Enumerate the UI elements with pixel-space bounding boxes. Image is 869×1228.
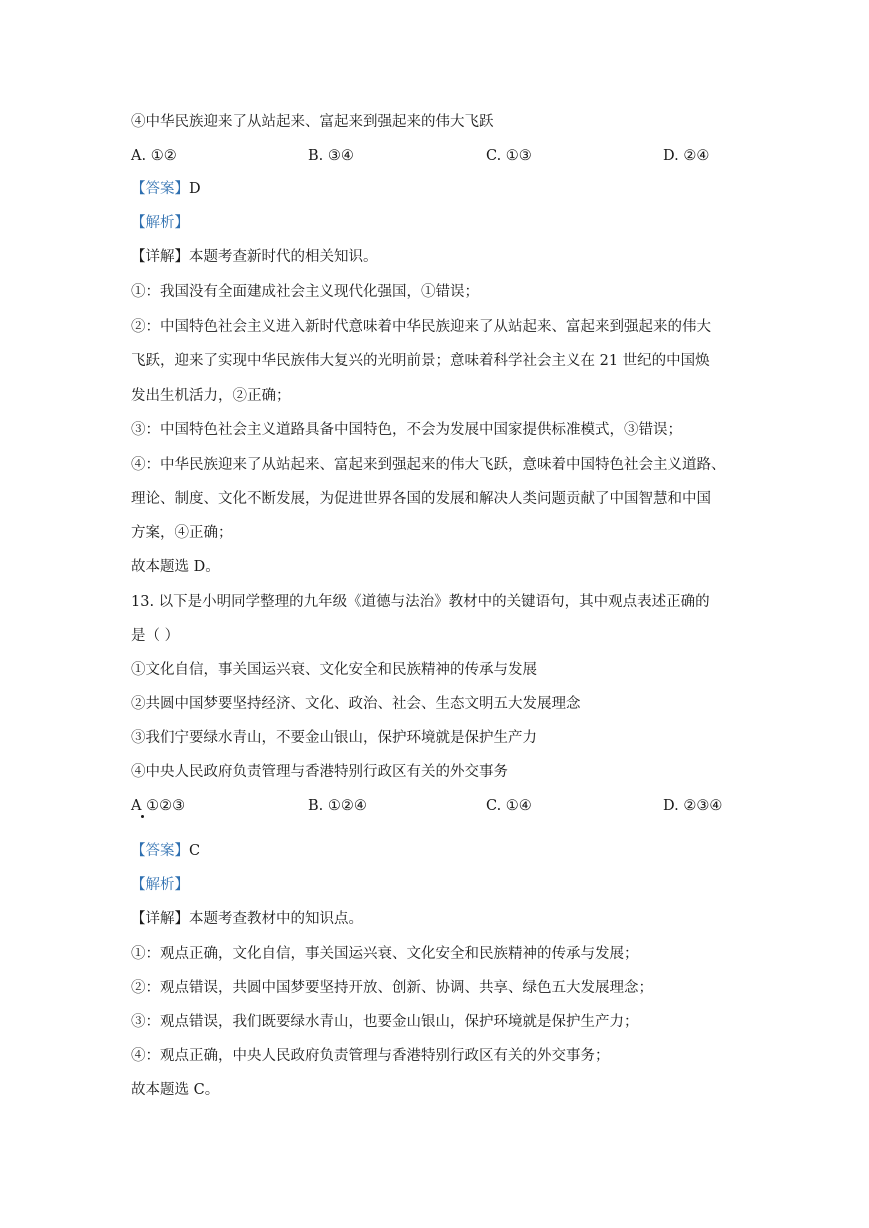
q12-explanation-line: ②：中国特色社会主义进入新时代意味着中华民族迎来了从站起来、富起来到强起来的伟大 <box>131 319 711 335</box>
q12-answer-tag: 【答案】 <box>131 181 189 197</box>
q12-answer-value: D <box>189 181 201 197</box>
q12-analysis-tag: 【解析】 <box>131 215 189 231</box>
q12-explanation-line: 发出生机活力，②正确； <box>131 388 291 404</box>
q13-analysis-tag: 【解析】 <box>131 877 189 893</box>
q12-option-c: C. ①③ <box>486 148 532 164</box>
q13-option-c: C. ①④ <box>486 798 532 814</box>
q13-detail-tag: 【详解】 <box>131 911 189 927</box>
option-a-period-mark <box>141 815 144 818</box>
q13-item-4: ④中央人民政府负责管理与香港特别行政区有关的外交事务 <box>131 764 508 780</box>
q13-detail <box>131 909 363 929</box>
q13-item-2: ②共圆中国梦要坚持经济、文化、政治、社会、生态文明五大发展理念 <box>131 696 581 712</box>
q13-detail-text: 本题考查教材中的知识点。 <box>189 911 363 927</box>
q13-stem-line-2: 是（ ） <box>131 628 180 644</box>
q12-explanation-line: 理论、制度、文化不断发展，为促进世界各国的发展和解决人类问题贡献了中国智慧和中国 <box>131 491 711 507</box>
q12-explanation-line: 方案，④正确； <box>131 525 233 541</box>
q13-answer <box>131 841 200 861</box>
q13-explanation-line: ②：观点错误，共圆中国梦要坚持开放、创新、协调、共享、绿色五大发展理念； <box>131 980 653 996</box>
q13-explanation-line: ①：观点正确，文化自信，事关国运兴衰、文化安全和民族精神的传承与发展； <box>131 946 639 962</box>
q13-explanation-line: ③：观点错误，我们既要绿水青山，也要金山银山，保护环境就是保护生产力； <box>131 1014 639 1030</box>
q12-answer <box>131 179 201 199</box>
q12-conclusion: 故本题选 D。 <box>131 559 220 575</box>
q13-item-3: ③我们宁要绿水青山，不要金山银山，保护环境就是保护生产力 <box>131 730 537 746</box>
q12-option-b: B. ③④ <box>308 148 354 164</box>
q13-stem-line-1: 13. 以下是小明同学整理的九年级《道德与法治》教材中的关键语句，其中观点表述正确的 <box>131 594 710 610</box>
q13-conclusion: 故本题选 C。 <box>131 1082 220 1098</box>
q13-option-b: B. ①②④ <box>308 798 367 814</box>
q12-explanation-line: ①：我国没有全面建成社会主义现代化强国，①错误； <box>131 284 479 300</box>
q12-option-d: D. ②④ <box>663 148 710 164</box>
q13-options <box>131 796 751 816</box>
q13-item-1: ①文化自信，事关国运兴衰、文化安全和民族精神的传承与发展 <box>131 662 537 678</box>
q12-option-a: A. ①② <box>131 148 177 164</box>
q13-explanation-line: ④：观点正确，中央人民政府负责管理与香港特别行政区有关的外交事务； <box>131 1048 610 1064</box>
q13-option-a: A ①②③ <box>131 798 186 814</box>
q12-item-4: ④中华民族迎来了从站起来、富起来到强起来的伟大飞跃 <box>131 114 494 130</box>
q13-answer-tag: 【答案】 <box>131 843 189 859</box>
q12-explanation-line: ④：中华民族迎来了从站起来、富起来到强起来的伟大飞跃，意味着中国特色社会主义道路、 <box>131 457 726 473</box>
q13-option-d: D. ②③④ <box>663 798 723 814</box>
q13-answer-value: C <box>189 843 201 859</box>
q12-detail-text: 本题考查新时代的相关知识。 <box>189 249 378 265</box>
q12-detail-tag: 【详解】 <box>131 249 189 265</box>
q12-explanation-line: ③：中国特色社会主义道路具备中国特色，不会为发展中国家提供标准模式，③错误； <box>131 422 682 438</box>
q12-explanation-line: 飞跃，迎来了实现中华民族伟大复兴的光明前景；意味着科学社会主义在 21 世纪的中国焕 <box>131 353 710 369</box>
q12-detail <box>131 247 378 267</box>
q12-options <box>131 146 751 166</box>
